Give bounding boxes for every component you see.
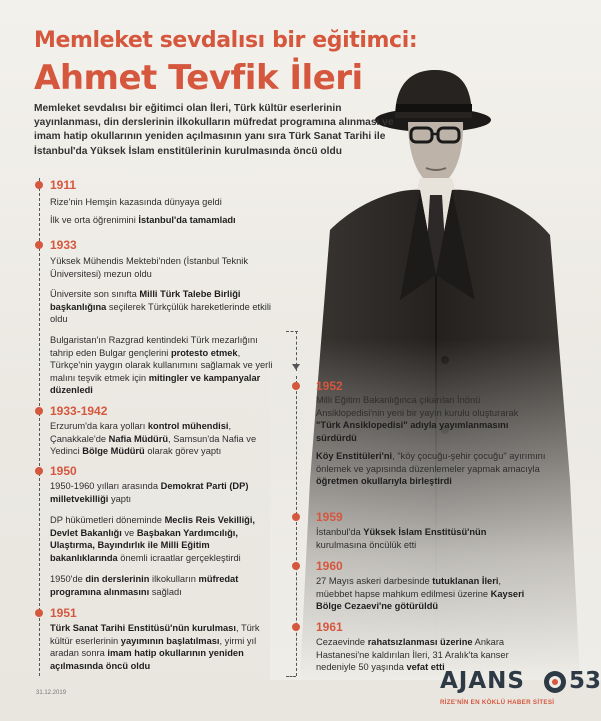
title-line1: Memleket sevdalısı bir eğitimci: <box>34 28 418 53</box>
timeline-dot <box>292 513 300 521</box>
entry-1950-2: DP hükümetleri döneminde Meclis Reis Vekilliği, Devlet Bakanlığı ve Başbakan Yardımcılığı, Ulaştırma, Bayındırlık ile Milli Eğitim bakanlıklarında önemli icraatlar gerçekleştirdi <box>50 515 255 563</box>
entry-1950-3: 1950'de din derslerinin ilkokulların müfredat programına alınmasını sağladı <box>50 574 239 597</box>
entry-1951-1: Türk Sanat Tarihi Enstitüsü'nün kurulması, Türk kültür eserlerinin yayımının başlatılması, yirmi yıl aradan sonra imam hatip okullarının yeniden açılmasında öncü oldu <box>50 623 260 671</box>
entry-1950-1: 1950-1960 yılları arasında Demokrat Parti (DP) milletvekilliği yaptı <box>50 481 249 504</box>
timeline-dot <box>35 181 43 189</box>
logo-badge-icon <box>543 670 567 694</box>
year-1959: 1959 <box>316 510 343 524</box>
entry-1952-2: Köy Enstitüleri'ni, "köy çocuğu-şehir çocuğu" ayırımını önlemek ve yapısında düzenlemeler yapmak amacıyla öğretmen okullarıyla birleştirdi <box>316 451 546 486</box>
year-1950: 1950 <box>50 464 77 478</box>
logo-wordmark: AJANS <box>440 668 525 694</box>
entry-1959-1: İstanbul'da Yüksek İslam Enstitüsü'nün kurulmasına öncülük etti <box>316 527 487 550</box>
timeline-dot <box>35 609 43 617</box>
timeline-dot <box>35 407 43 415</box>
logo-digit: 53 <box>569 668 601 694</box>
timeline-dot <box>292 562 300 570</box>
year-1933-1942: 1933-1942 <box>50 404 108 418</box>
entry-1933-1: Yüksek Mühendis Mektebi'nden (İstanbul Teknik Üniversitesi) mezun oldu <box>50 256 248 279</box>
logo-tagline: RİZE'NİN EN KÖKLÜ HABER SİTESİ <box>440 699 555 706</box>
year-1911: 1911 <box>50 178 77 192</box>
arrow-down-icon <box>292 364 300 370</box>
entry-1961-1: Cezaevinde rahatsızlanması üzerine Ankara Hastanesi'ne kaldırılan İleri, 31 Aralık'ta kanser nedeniyle 50 yaşında vefat etti <box>316 637 509 672</box>
connector-bottom <box>286 676 296 677</box>
timeline-dot <box>292 382 300 390</box>
entry-1933-1942-1: Erzurum'da kara yolları kontrol mühendisi, Çanakkale'de Nafia Müdürü, Samsun'da Nafia ve Yedinci Bölge Müdürü olarak görev yaptı <box>50 421 257 456</box>
year-1933: 1933 <box>50 238 77 252</box>
title-line2: Ahmet Tevfik İleri <box>34 58 363 98</box>
footer-date: 31.12.2019 <box>36 690 67 696</box>
intro-paragraph: Memleket sevdalısı bir eğitimci olan İleri, Türk kültür eserlerinin yayınlanması, din derslerinin ilkokulların müfredat programına alınması ve imam hatip okullarının yeniden açılmasının yanı sıra Türk Sanat Tarihi ile İstanbul'da Yüksek İslam enstitülerinin kurulmasında öncü oldu <box>34 103 394 157</box>
timeline-line-right <box>296 376 297 676</box>
entry-1952-1: Milli Eğitim Bakanlığınca çıkarılan İnönü Ansiklopedisi'nin yeni bir yayın kurulu oluşturarak "Türk Ansiklopedisi" adıyla yayımlanmasını sürdürdü <box>316 395 519 443</box>
entry-1933-3: Bulgaristan'ın Razgrad kentindeki Türk mezarlığını tahrip eden Bulgar gençlerini protesto etmek, Türkçe'nin yaygın olarak kullanımını sağlamak ve yerli malını teşvik etmek için mitingler ve kampanyalar düzenledi <box>50 335 273 395</box>
ajans53-logo[interactable] <box>440 668 601 718</box>
timeline-line-left <box>39 178 40 676</box>
entry-1960-1: 27 Mayıs askeri darbesinde tutuklanan İleri, müebbet hapse mahkum edilmesi üzerine Kayseri Bölge Cezaevi'ne götürüldü <box>316 576 525 611</box>
year-1960: 1960 <box>316 559 343 573</box>
timeline-dot <box>35 241 43 249</box>
entry-1933-2: Üniversite son sınıfta Milli Türk Talebe Birliği başkanlığına seçilerek Türkçülük hareketlerinde etkili oldu <box>50 289 271 324</box>
timeline-dot <box>292 623 300 631</box>
entry-1911-2: İlk ve orta öğrenimini İstanbul'da tamamladı <box>50 215 236 225</box>
year-1951: 1951 <box>50 606 77 620</box>
year-1952: 1952 <box>316 379 343 393</box>
entry-1911-1: Rize'nin Hemşin kazasında dünyaya geldi <box>50 197 222 207</box>
year-1961: 1961 <box>316 620 343 634</box>
timeline-dot <box>35 467 43 475</box>
